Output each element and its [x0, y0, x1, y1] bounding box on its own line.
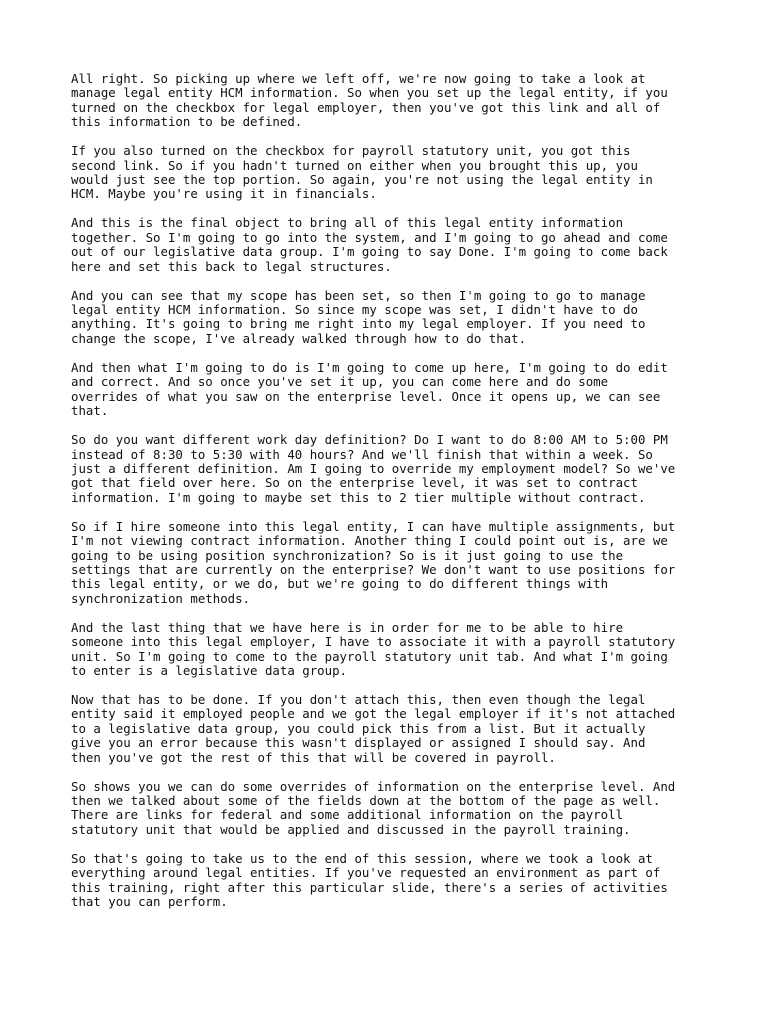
paragraph-9: Now that has to be done. If you don't attach this, then even though the legal entity said it employed people and we got the legal employer if it's not attached to a legislative data group, you could pick this from a list. But it actually give you an error because this wasn't displayed or assigned I should say. And then you've got the rest of this that will be covered in payroll.	[71, 691, 676, 765]
paragraph-10: So shows you we can do some overrides of information on the enterprise level. And then we talked about some of the fields down at the bottom of the page as well. There are links for federal and some additional information on the payroll statutory unit that would be applied and discussed in the payroll training.	[71, 778, 676, 837]
paragraph-2: If you also turned on the checkbox for payroll statutory unit, you got this second link. So if you hadn't turned on either when you brought this up, you would just see the top portion. So again, you're not using the legal entity in HCM. Maybe you're using it in financials.	[71, 143, 653, 202]
paragraph-4: And you can see that my scope has been set, so then I'm going to go to manage legal entity HCM information. So since my scope was set, I didn't have to do anything. It's going to bring me right into my legal employer. If you need to change the scope, I've already walked through how to do that.	[71, 287, 646, 346]
paragraph-11: So that's going to take us to the end of this session, where we took a look at everything around legal entities. If you've requested an environment as part of this training, right after this particular slide, there's a series of activities that you can perform.	[71, 850, 668, 910]
paragraph-5: And then what I'm going to do is I'm going to come up here, I'm going to do edit and correct. And so once you've set it up, you can come here and do some overrides of what you saw on the enterprise level. Once it opens up, we can see that.	[71, 359, 668, 419]
paragraph-8: And the last thing that we have here is in order for me to be able to hire someone into this legal employer, I have to associate it with a payroll statutory unit. So I'm going to come to the payroll statutory unit tab. And what I'm going to enter is a legislative data group.	[71, 619, 676, 678]
paragraph-1: All right. So picking up where we left off, we're now going to take a look at manage legal entity HCM information. So when you set up the legal entity, if you turned on the checkbox for legal employer, then you've got this link and all of this information to be defined.	[71, 71, 668, 130]
document-body	[71, 72, 711, 924]
paragraph-7: So if I hire someone into this legal entity, I can have multiple assignments, but I'm not viewing contract information. Another thing I could point out is, are we going to be using position synchronization? So is it just going to use the settings that are currently on the enterprise? We don't want to use positions for this legal entity, or we do, but we're going to do different things with synchronization methods.	[71, 518, 676, 606]
paragraph-3: And this is the final object to bring all of this legal entity information together. So I'm going to go into the system, and I'm going to go ahead and come out of our legislative data group. I'm going to say Done. I'm going to come back here and set this back to legal structures.	[71, 215, 668, 274]
paragraph-6: So do you want different work day definition? Do I want to do 8:00 AM to 5:00 PM instead of 8:30 to 5:30 with 40 hours? And we'll finish that within a week. So just a different definition. Am I going to override my employment model? So we've got that field over here. So on the enterprise level, it was set to contract information. I'm going to maybe set this to 2 tier multiple without contract.	[71, 432, 676, 505]
